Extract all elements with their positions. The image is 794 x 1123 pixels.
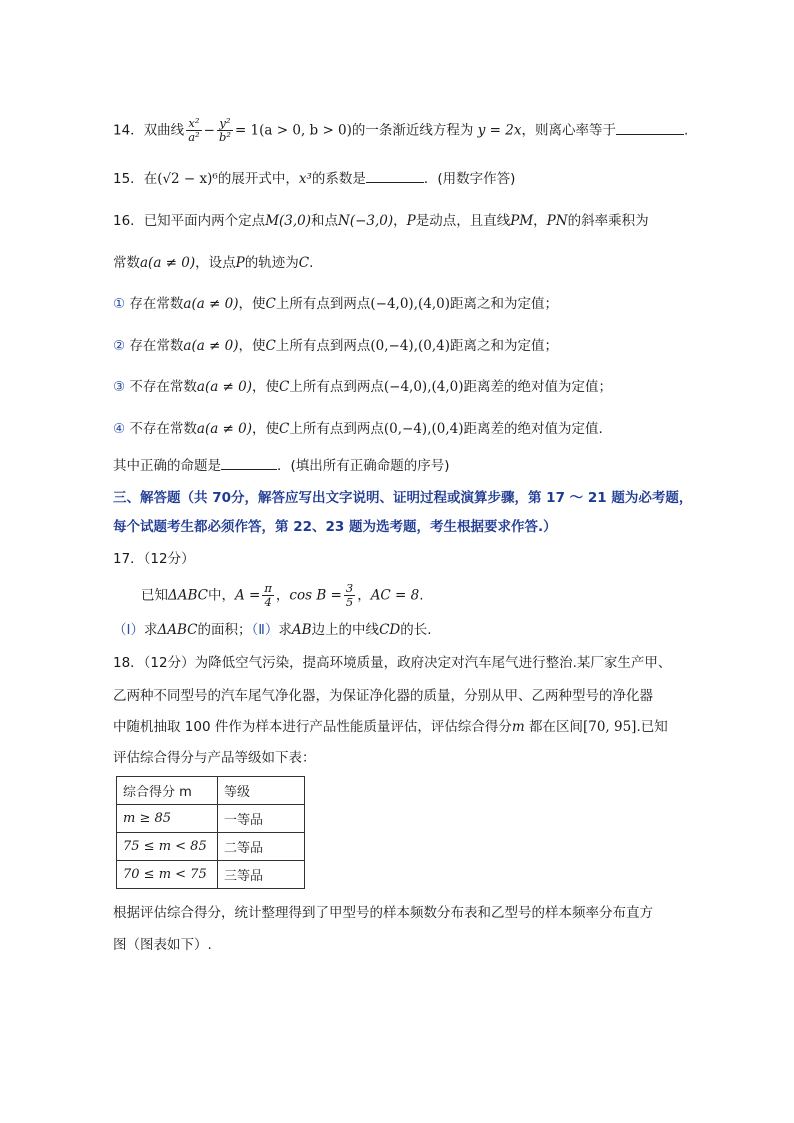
text: ， [357, 587, 371, 604]
table-cell: 70 ≤ m < 75 [117, 861, 218, 889]
fraction-pi-over-4 [262, 582, 274, 609]
text: 的展开式中， [217, 171, 299, 187]
question-number: 16． [113, 213, 144, 229]
question-17-given [141, 582, 424, 609]
fixed-points: (0,−4),(0,4) [370, 338, 450, 354]
text: 都在区间 [528, 719, 583, 735]
question-number: 15． [113, 171, 144, 187]
text: 存在常数 [129, 338, 184, 354]
question-18-after-line-1: 根据评估综合得分，统计整理得到了甲型号的样本频数分布表和乙型号的样本频率分布直方 [113, 905, 653, 921]
term: x³ [298, 171, 312, 187]
fraction-y2-b2: $\frac{\text{y²}}{\text{b²}}$ [218, 116, 231, 144]
answer-blank [366, 168, 424, 183]
text: 其中正确的命题是 [113, 458, 221, 474]
table-header-cell: 综合得分 m [117, 777, 218, 805]
text: 常数 [113, 255, 140, 271]
text: 已知平面内两个定点 [143, 213, 266, 229]
side-ab: AB [291, 622, 312, 638]
question-18-line-4: 评估综合得分与产品等级如下表： [113, 750, 316, 766]
table-header-cell: 等级 [218, 777, 305, 805]
question-17-header: 17．（12分） [113, 551, 195, 567]
text: 的系数是 [311, 171, 366, 187]
table-header-row [117, 777, 305, 805]
line-pn: PN [546, 213, 568, 229]
curve-c: C [265, 296, 276, 312]
line-pm: PM [510, 213, 534, 229]
question-number: 14． [113, 122, 144, 139]
table-cell: 三等品 [218, 861, 305, 889]
table-cell: 一等品 [218, 805, 305, 833]
constant-condition: a(a ≠ 0) [196, 421, 253, 437]
text: ，则离心率等于 [521, 122, 616, 139]
score-m: m [511, 719, 525, 735]
denominator: 5 [345, 595, 354, 609]
table-row [117, 833, 305, 861]
question-18-line-3 [113, 716, 668, 738]
text: ，使 [252, 379, 280, 395]
table-cell: m ≥ 85 [117, 805, 218, 833]
point-n: N(−3,0) [338, 213, 394, 229]
side-ac: AC = 8 [370, 587, 420, 604]
part-2-marker: （Ⅱ） [251, 622, 279, 638]
text: 的轨迹为 [244, 255, 299, 271]
text: 上所有点到两点 [275, 296, 371, 312]
text: 存在常数 [129, 296, 184, 312]
table-row [117, 861, 305, 889]
text: . [309, 255, 314, 271]
fraction-x2-a2: $\frac{\text{x²}}{\text{a²}}$ [188, 116, 200, 144]
grade-table [116, 776, 305, 889]
question-16-line-1 [113, 210, 649, 232]
question-16-tail [113, 455, 450, 477]
fraction-3-over-5 [344, 582, 355, 609]
text: .已知 [636, 719, 668, 735]
option-1 [113, 293, 558, 315]
question-18-after-line-2: 图（图表如下）. [113, 937, 212, 953]
text: 不存在常数 [129, 421, 197, 437]
text: 是动点，且直线 [415, 213, 511, 229]
constant-condition: a(a ≠ 0) [183, 338, 239, 354]
cos-b: cos B = [289, 587, 342, 604]
text: ，使 [252, 421, 280, 437]
option-marker: ④ [113, 421, 126, 437]
answer-blank [221, 455, 277, 470]
option-4 [113, 418, 603, 440]
denominator: 4 [264, 595, 272, 609]
option-marker: ③ [113, 379, 126, 395]
fixed-points: (0,−4),(0,4) [383, 421, 464, 437]
text: ， [533, 213, 547, 229]
section-3-heading-line-2: 每个试题考生都必须作答，第 22、23 题为选考题，考生根据要求作答.） [113, 519, 557, 535]
text: 中随机抽取 100 件作为样本进行产品性能质量评估，评估综合得分 [113, 719, 512, 735]
text: 的面积； [197, 622, 252, 638]
question-14: 14．双曲线 $\frac{\text{x²}}{\text{a²}}$ − $\frac{\text{y²}}{\text{b²}}$ = 1(a > 0, b > 0)的一条渐近线方程为 y = 2x，则离心率等于 . [113, 116, 689, 144]
text: . [683, 122, 689, 139]
constant-condition: a(a ≠ 0) [140, 255, 196, 271]
table-cell: 二等品 [218, 833, 305, 861]
text: ， [393, 213, 407, 229]
table-cell: 75 ≤ m < 85 [117, 833, 218, 861]
angle-a: A = [235, 587, 261, 604]
text: ，设点 [195, 255, 236, 271]
text: 上所有点到两点 [289, 379, 384, 395]
point-p: P [406, 213, 416, 229]
text: 双曲线 [143, 122, 185, 139]
equation-rhs: = 1(a > 0, b > 0) [234, 122, 352, 139]
point-p: P [235, 255, 245, 271]
question-18-line-1: 18．（12分）为降低空气污染，提高环境质量，政府决定对汽车尾气进行整治.某厂家生产甲、 [113, 655, 672, 671]
text: 在 [143, 171, 158, 187]
text: 求 [278, 622, 292, 638]
text: 距离差的绝对值为定值. [463, 421, 603, 437]
text: 求 [143, 622, 158, 638]
option-3 [113, 376, 612, 398]
text: 距离之和为定值； [449, 296, 558, 312]
option-2 [113, 335, 558, 357]
text: 不存在常数 [129, 379, 197, 395]
binomial-expression: (√2 − x)⁶ [157, 171, 218, 187]
text: ，使 [238, 296, 266, 312]
section-3-heading-line-1: 三、解答题（共 70分，解答应写出文字说明、证明过程或演算步骤，第 17 ～ 21 题为必考题， [113, 490, 693, 506]
question-18-line-2: 乙两种不同型号的汽车尾气净化器，为保证净化器的质量，分别从甲、乙两种型号的净化器 [113, 688, 653, 704]
text: 的长. [400, 622, 432, 638]
score-range: [70, 95] [582, 719, 637, 735]
option-marker: ① [113, 296, 126, 312]
question-17-parts [113, 619, 432, 641]
answer-blank [616, 120, 684, 135]
constant-condition: a(a ≠ 0) [183, 296, 239, 312]
curve-c: C [265, 338, 276, 354]
triangle-abc: ΔABC [157, 622, 198, 638]
triangle-abc: ΔABC [168, 587, 208, 604]
asymptote-equation: y = 2x [477, 122, 522, 139]
part-1-marker: （Ⅰ） [113, 622, 144, 638]
text: 中， [208, 587, 235, 604]
curve-c: C [279, 379, 290, 395]
text: 距离差的绝对值为定值； [463, 379, 612, 395]
text: ．(填出所有正确命题的序号) [277, 458, 450, 474]
text: 和点 [311, 213, 339, 229]
point-m: M(3,0) [265, 213, 312, 229]
text: 的斜率乘积为 [567, 213, 649, 229]
text: 的一条渐近线方程为 [351, 122, 474, 139]
option-marker: ② [113, 338, 126, 354]
constant-condition: a(a ≠ 0) [196, 379, 253, 395]
text: 上所有点到两点 [275, 338, 371, 354]
text: 上所有点到两点 [289, 421, 384, 437]
median-cd: CD [379, 622, 401, 638]
text: ．(用数字作答) [423, 171, 516, 187]
question-15 [113, 168, 515, 190]
numerator: 3 [345, 581, 354, 595]
text: 已知 [141, 587, 168, 604]
text: 边上的中线 [311, 622, 380, 638]
text: ，使 [238, 338, 266, 354]
text: 距离之和为定值； [449, 338, 558, 354]
fixed-points: (−4,0),(4,0) [383, 379, 464, 395]
numerator: π [264, 581, 272, 595]
question-16-line-2 [113, 252, 313, 274]
table-row [117, 805, 305, 833]
curve-c: C [298, 255, 310, 271]
fixed-points: (−4,0),(4,0) [370, 296, 450, 312]
text: . [419, 587, 424, 604]
text: ， [275, 587, 290, 604]
curve-c: C [279, 421, 290, 437]
